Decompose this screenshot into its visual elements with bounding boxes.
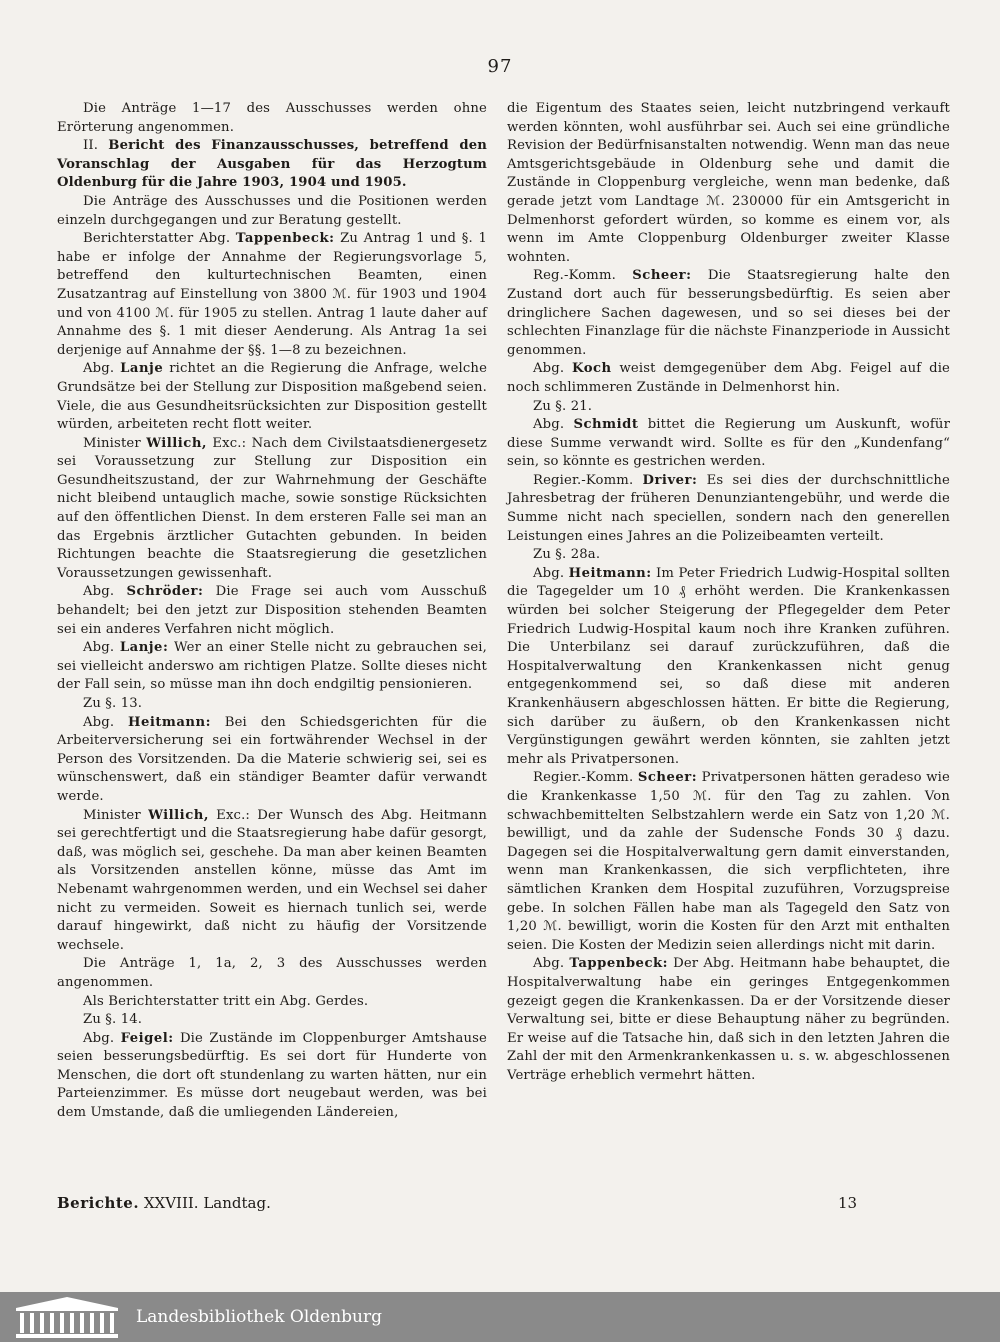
speech-paragraph: Minister Willich, Exc.: Der Wunsch des Abg. Heitmann sei gerechtfertigt und die Staatsregierung habe dafür gesorgt, daß, was möglich sei, geschehe. Da man aber keinen Beamten als Vorsitzenden anstellen könne, müsse das Amt im Nebenamt wahrgenommen werden, und ein Wechsel sei daher nicht zu vermeiden. Soweit es hiernach tunlich sei, werde darauf hingewirkt, daß nicht zu häufig der Vorsitzende wechsele. [57, 807, 488, 953]
paragraph: Die Anträge 1—17 des Ausschusses werden ohne Erörterung angenommen. [57, 101, 487, 135]
speech-paragraph: Minister Willich, Exc.: Nach dem Civilstaatsdienergesetz sei Voraussetzung zur Stellung zur Disposition ein Gesundheitszustand, der zur Wahrnehmung der Geschäfte nicht bleibend untauglich mache, sowie sonstige Rücksichten auf den öffentlichen Dienst. In dem ersteren Falle sei man an das Ergebnis ärztlicher Gutachten gebunden. In beiden Richtungen beachte die Staatsregierung die gesetzlichen Voraussetzungen gewissenhaft. [57, 435, 488, 581]
section-heading: II. Bericht des Finanzausschusses, betreffend den Voranschlag der Ausgaben für das Herzogtum Oldenburg für die Jahre 1903, 1904 und 1905. [57, 138, 487, 191]
speaker-name: Scheer: [637, 770, 698, 786]
paragraph: die Eigentum des Staates seien, leicht nutzbringend verkauft werden könnten, wohl ausführbar sei. Auch sei eine gründliche Revision der Bedürfnisanstalten notwendig. Wenn man das neue Amtsgerichtsgebäude in Oldenburg sehe und damit die Zustände in Cloppenburg vergleiche, wenn man bedenke, daß gerade jetzt vom Landtage ℳ. 230000 für ein Amtsgericht in Delmenhorst gefordert würden, so komme es einem vor, als wenn im Amte Cloppenburg Oldenburger zweiter Klasse wohnten. [507, 101, 950, 265]
right-column [507, 100, 950, 1085]
section-ref: Zu §. 28a. [533, 547, 601, 563]
speaker-name: Feigel: [120, 1030, 174, 1046]
speaker-name: Scheer: [632, 268, 692, 284]
section-ref: Zu §. 14. [83, 1012, 143, 1028]
library-banner [0, 1292, 1000, 1342]
speaker-name: Heitmann: [127, 714, 211, 730]
speaker-name: Lanje: [119, 640, 169, 656]
signature-line: Berichte. XXVIII. Landtag. [57, 1194, 271, 1212]
speech-paragraph: Abg. Feigel: Die Zustände im Cloppenburger Amtshause seien besserungsbedürftig. Es sei dort für Hunderte von Menschen, die dort oft stundenlang zu warten hätten, nur ein Parteienzimmer. Es müsse dort neugebaut werden, was bei dem Umstande, daß die umliegenden Ländereien, [57, 1030, 487, 1121]
section-ref: Zu §. 13. [83, 696, 143, 711]
speaker-name: Lanje [120, 361, 164, 377]
speaker-name: Tappenbeck: [569, 956, 668, 972]
left-column [57, 100, 487, 1123]
paragraph: Als Berichterstatter tritt ein Abg. Gerdes. [83, 993, 369, 1009]
speaker-name: Tappenbeck: [235, 231, 335, 247]
paragraph: Die Anträge des Ausschusses und die Positionen werden einzeln durchgegangen und zur Beratung gestellt. [57, 193, 487, 228]
speaker-name: Willich, [146, 435, 208, 451]
speaker-name: Schröder: [126, 584, 204, 600]
page-number: 97 [487, 56, 513, 77]
speech-paragraph: Abg. Koch weist demgegenüber dem Abg. Feigel auf die noch schlimmeren Zustände in Delmenhorst hin. [507, 361, 951, 395]
speech-paragraph: Reg.-Komm. Scheer: Die Staatsregierung halte den Zustand dort auch für besserungsbedürftig. Es seien aber dringlichere Sachen dagewesen, und so sei dieses bei der schlechten Finanzlage für die nächste Finanzperiode in Aussicht genommen. [507, 268, 951, 358]
speech-paragraph: Abg. Heitmann: Bei den Schiedsgerichten für die Arbeiterversicherung sei ein fortwährender Wechsel in der Person des Vorsitzenden. Da die Materie schwierig sei, sei es wünschenswert, daß ein ständiger Beamter dafür verwandt werde. [57, 714, 488, 804]
speech-paragraph: Regier.-Komm. Scheer: Privatpersonen hätten geradeso wie die Krankenkasse 1,50 ℳ. für den Tag zu zahlen. Von schwachbemittelten Selbstzahlern werde ein Satz von 1,20 ℳ. bewilligt, und da zahle der Sudensche Fonds 30 ₰ dazu. Dagegen sei die Hospitalverwaltung gern damit einverstanden, wenn man Krankenkassen, die sich verpflichteten, ihre sämtlichen Kranken dem Hospital zuzuführen, Vorzugspreise gebe. In solchen Fällen habe man als Tagegeld den Satz von 1,20 ℳ. bewilligt, worin die Kosten für den Arzt mit enthalten seien. Die Kosten der Medizin seien allerdings nicht mit darin. [507, 770, 950, 953]
speaker-name: Heitmann: [568, 565, 652, 581]
speech-paragraph: Regier.-Komm. Driver: Es sei dies der durchschnittliche Jahresbetrag der früheren Denunziantengebühr, und werde die Summe nicht nach speciellen, sondern nach den generellen Leistungen eines Jahres an die Polizeibeamten verteilt. [507, 472, 951, 544]
speaker-name: Schmidt [573, 417, 639, 433]
speech-paragraph: Berichterstatter Abg. Tappenbeck: Zu Antrag 1 und §. 1 habe er infolge der Annahme der Regierungsvorlage 5, betreffend den kulturtechnischen Beamten, einen Zusatzantrag auf Einstellung von 3800 ℳ. für 1903 und 1904 und von 4100 ℳ. für 1905 zu stellen. Antrag 1 laute daher auf Annahme des §. 1 mit dieser Aenderung. Als Antrag 1a sei derjenige auf Annahme der §§. 1—8 zu bezeichnen. [57, 231, 488, 358]
signature-number: 13 [838, 1194, 858, 1212]
speech-paragraph: Abg. Heitmann: Im Peter Friedrich Ludwig-Hospital sollten die Tagegelder um 10 ₰ erhöht werden. Die Krankenkassen würden bei solcher Steigerung der Pflegegelder dem Peter Friedrich Ludwig-Hospital kaum noch ihre Kranken zuführen. Die Unterbilanz sei darauf zurückzuführen, daß die Hospitalverwaltung den Krankenkassen nicht genug entgegenkommend sei, so daß diese mit anderen Krankenhäusern abgeschlossen hätten. Er bitte die Regierung, sich darüber zu äußern, ob den Krankenkassen nicht Vergünstigungen gewährt werden könnten, sie zahlten jetzt mehr als Privatpersonen. [507, 565, 951, 767]
library-name[interactable]: Landesbibliothek Oldenburg [136, 1307, 383, 1327]
speaker-name: Koch [572, 361, 612, 377]
speaker-name: Driver: [642, 472, 698, 488]
speech-paragraph: Abg. Lanje: Wer an einer Stelle nicht zu gebrauchen sei, sei vielleicht anderswo am richtigen Platze. Sollte dieses nicht der Fall sein, so müsse man ihn doch endgiltig pensionieren. [57, 640, 487, 693]
speech-paragraph: Abg. Schmidt bittet die Regierung um Auskunft, wofür diese Summe verwandt wird. Sollte es für den „Kundenfang“ sein, so könnte es gestrichen werden. [507, 417, 951, 470]
section-ref: Zu §. 21. [533, 398, 593, 414]
speech-paragraph: Abg. Schröder: Die Frage sei auch vom Ausschuß behandelt; bei den jetzt zur Disposition stehenden Beamten sei ein anderes Verfahren nicht möglich. [57, 584, 488, 637]
library-building-icon [8, 1294, 126, 1340]
speech-paragraph: Abg. Lanje richtet an die Regierung die Anfrage, welche Grundsätze bei der Stellung zur Disposition maßgebend seien. Viele, die aus Gesundheitsrücksichten zur Disposition gestellt würden, arbeiteten recht flott weiter. [57, 361, 488, 433]
speaker-name: Willich, [148, 807, 209, 823]
paragraph: Die Anträge 1, 1a, 2, 3 des Ausschusses werden angenommen. [57, 956, 487, 990]
speech-paragraph: Abg. Tappenbeck: Der Abg. Heitmann habe behauptet, die Hospitalverwaltung habe ein geringes Entgegenkommen gezeigt gegen die Krankenkassen. Da er der Vorsitzende dieser Verwaltung sei, bitte er diese Behauptung näher zu begründen. Er weise auf die Tatsache hin, daß sich in den letzten Jahren die Zahl der mit den Armenkrankenkassen u. s. w. abgeschlossenen Verträge erheblich vermehrt hätten. [507, 956, 951, 1083]
